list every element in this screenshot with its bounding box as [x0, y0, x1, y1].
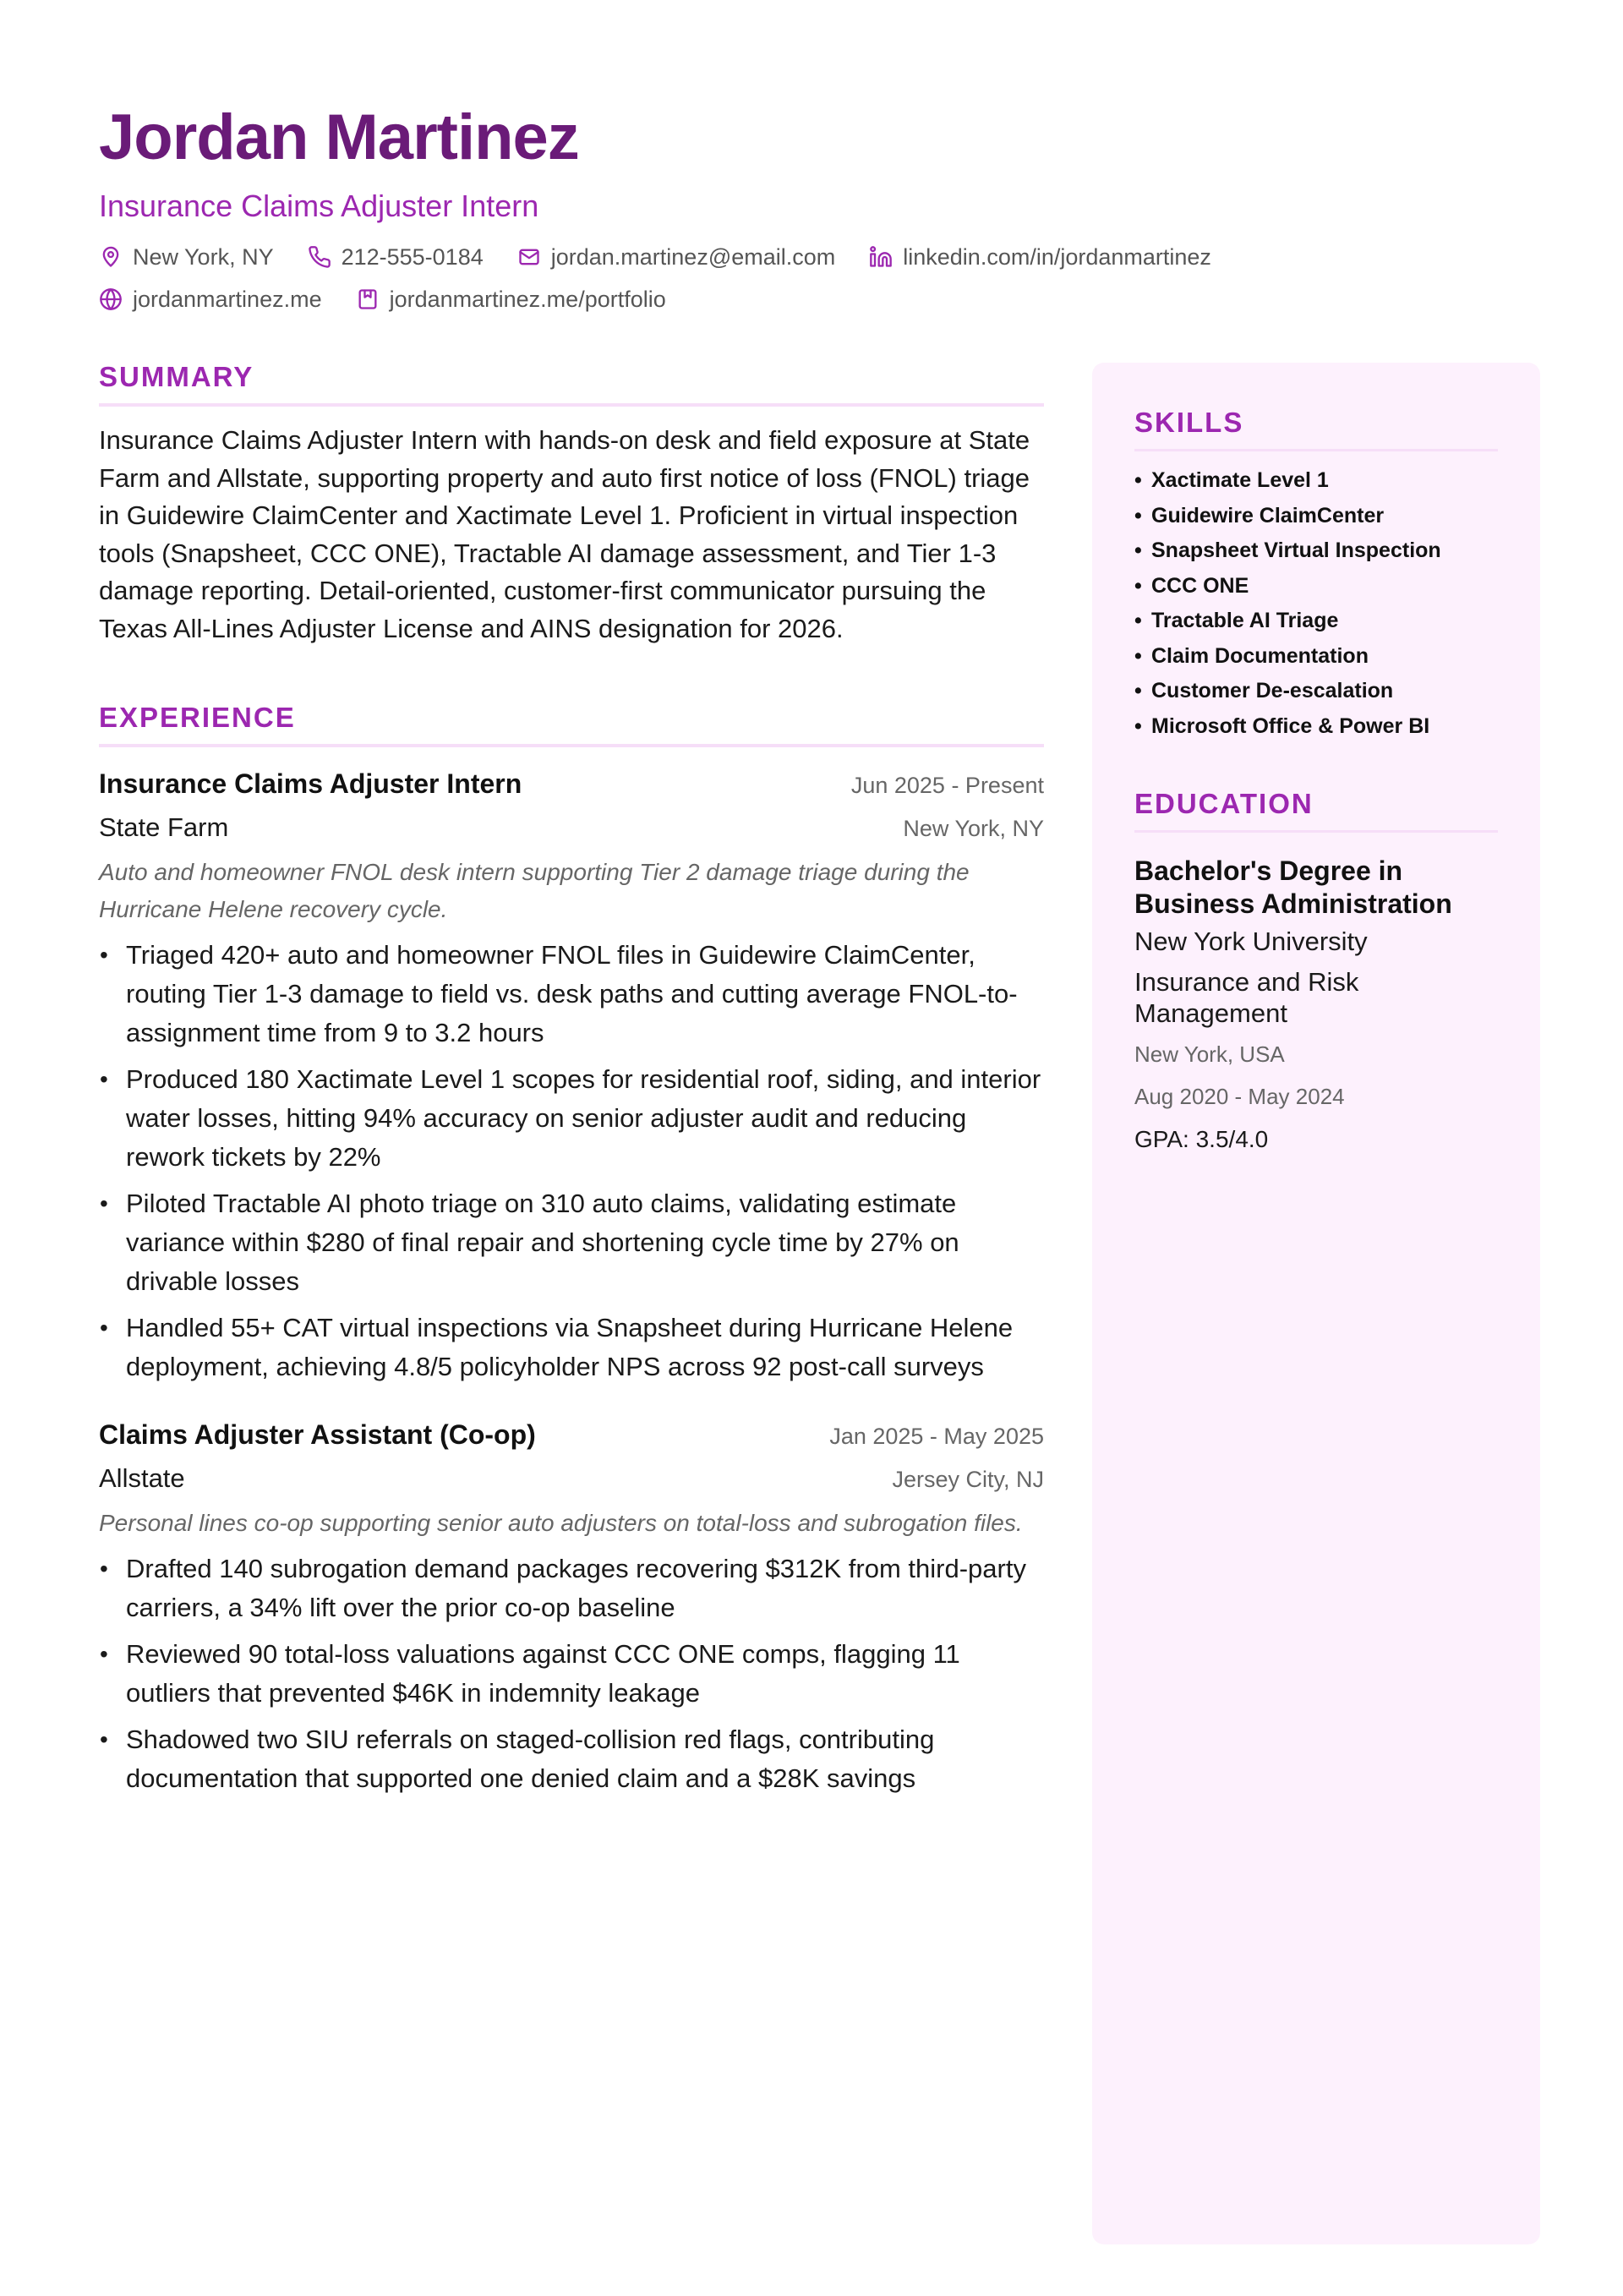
skills-heading: SKILLS — [1134, 405, 1498, 451]
contact-portfolio-text: jordanmartinez.me/portfolio — [389, 286, 666, 312]
contact-location-text: New York, NY — [133, 243, 274, 270]
globe-icon — [99, 287, 123, 311]
skill-label: Tractable AI Triage — [1151, 609, 1339, 632]
job-bullet: • Produced 180 Xactimate Level 1 scopes for residential roof, siding, and interior water losses, hitting 94% accuracy on senior adjuster audit and reducing rework tickets by 22% — [100, 1064, 1041, 1172]
skill-label: Xactimate Level 1 — [1151, 468, 1329, 492]
job-bullet: • Reviewed 90 total-loss valuations against CCC ONE comps, flagging 11 outliers that prevented $46K in indemnity leakage — [100, 1639, 960, 1708]
contact-phone[interactable] — [308, 244, 484, 271]
contact-website[interactable] — [99, 287, 322, 313]
job-subheader — [99, 1452, 1044, 1496]
contact-portfolio[interactable] — [356, 287, 666, 313]
skill-item: • Customer De-escalation — [1134, 679, 1394, 702]
sidebar — [1092, 363, 1540, 2244]
skill-label: Snapsheet Virtual Inspection — [1151, 538, 1441, 562]
job-company: State Farm — [99, 812, 229, 842]
skill-label: Customer De-escalation — [1151, 679, 1394, 702]
sidebar-content — [1134, 405, 1498, 1156]
summary-text: Insurance Claims Adjuster Intern with hands-on desk and field exposure at State Farm and Allstate, supporting property and auto first notice of loss (FNOL) triage in Guidewire ClaimCenter and Xactimate Level 1. Proficient in virtual inspection tools (Snapsheet, CCC ONE), Tractable AI damage assessment, and Tier 1-3 damage reporting. Detail-oriented, customer-first communicator pursuing the Texas All-Lines Adjuster License and AINS designation for 2026. — [99, 425, 1030, 643]
contact-email-text: jordan.martinez@email.com — [550, 243, 836, 270]
job-bullet: • Triaged 420+ auto and homeowner FNOL files in Guidewire ClaimCenter, routing Tier 1-3 damage to field vs. desk paths and cutting average FNOL-to-assignment time from 9 to 3.2 hours — [100, 940, 1018, 1047]
job-bullet-text: Triaged 420+ auto and homeowner FNOL files in Guidewire ClaimCenter, routing Tier 1-3 damage to field vs. desk paths and cutting average FNOL-to-assignment time from 9 to 3.2 hours — [126, 940, 1018, 1047]
education-dates: Aug 2020 - May 2024 — [1134, 1084, 1345, 1109]
education-gpa: GPA: 3.5/4.0 — [1134, 1126, 1269, 1152]
skill-item: • CCC ONE — [1134, 573, 1249, 598]
contact-linkedin-text: linkedin.com/in/jordanmartinez — [903, 243, 1211, 270]
education-school: New York University — [1134, 927, 1368, 956]
phone-icon — [308, 245, 331, 269]
job-subheader — [99, 801, 1044, 845]
job-location: Jersey City, NJ — [892, 1467, 1044, 1492]
job-bullet-text: Reviewed 90 total-loss valuations against CCC ONE comps, flagging 11 outliers that prevented $46K in indemnity leakage — [126, 1639, 960, 1708]
mail-icon — [517, 245, 541, 269]
contact-website-text: jordanmartinez.me — [133, 286, 322, 312]
skill-item: • Guidewire ClaimCenter — [1134, 503, 1385, 528]
education-location: New York, USA — [1134, 1041, 1285, 1067]
job-dates: Jan 2025 - May 2025 — [829, 1424, 1044, 1449]
candidate-role: Insurance Claims Adjuster Intern — [99, 189, 539, 223]
job-bullet-text: Piloted Tractable AI photo triage on 310 auto claims, validating estimate variance within $280 of final repair and shortening cycle time by 27% on drivable losses — [126, 1189, 959, 1296]
education-major: Insurance and Risk Management — [1134, 967, 1359, 1028]
map-pin-icon — [99, 245, 123, 269]
skill-item: • Claim Documentation — [1134, 643, 1369, 668]
job-header — [99, 766, 1044, 801]
job-company: Allstate — [99, 1463, 185, 1493]
linkedin-icon — [869, 245, 893, 269]
job-bullet: • Drafted 140 subrogation demand packages recovering $312K from third-party carriers, a 34% lift over the prior co-op baseline — [100, 1554, 1026, 1622]
job-bullet: • Piloted Tractable AI photo triage on 310 auto claims, validating estimate variance within $280 of final repair and shortening cycle time by 27% on drivable losses — [100, 1189, 959, 1296]
job-bullet: • Shadowed two SIU referrals on staged-collision red flags, contributing documentation that supported one denied claim and a $28K savings — [100, 1725, 935, 1793]
bookmark-icon — [356, 287, 380, 311]
job-bullets — [99, 936, 1044, 1386]
education-heading: EDUCATION — [1134, 786, 1498, 833]
skill-label: Guidewire ClaimCenter — [1151, 503, 1385, 528]
main-column — [99, 359, 1044, 1798]
contact-email[interactable] — [517, 244, 836, 271]
job-title: Insurance Claims Adjuster Intern — [99, 768, 522, 799]
skill-label: Claim Documentation — [1151, 643, 1369, 668]
job-description: Auto and homeowner FNOL desk intern supporting Tier 2 damage triage during the Hurricane Helene recovery cycle. — [99, 859, 970, 922]
job-entry — [99, 766, 1044, 1386]
job-bullets — [99, 1550, 1044, 1798]
job-location: New York, NY — [903, 816, 1044, 841]
job-bullet-text: Produced 180 Xactimate Level 1 scopes for residential roof, siding, and interior water losses, hitting 94% accuracy on senior adjuster audit and reducing rework tickets by 22% — [126, 1064, 1041, 1172]
job-bullet-text: Drafted 140 subrogation demand packages recovering $312K from third-party carriers, a 34% lift over the prior co-op baseline — [126, 1554, 1026, 1622]
job-header — [99, 1417, 1044, 1452]
skills-list — [1134, 463, 1498, 744]
job-bullet-text: Handled 55+ CAT virtual inspections via Snapsheet during Hurricane Helene deployment, achieving 4.8/5 policyholder NPS across 92 post-call surveys — [126, 1313, 1014, 1381]
experience-heading: EXPERIENCE — [99, 700, 1044, 747]
job-entry — [99, 1417, 1044, 1798]
job-dates: Jun 2025 - Present — [850, 773, 1044, 798]
skill-item: • Microsoft Office & Power BI — [1134, 713, 1430, 738]
candidate-name: Jordan Martinez — [99, 101, 579, 173]
job-title: Claims Adjuster Assistant (Co-op) — [99, 1419, 536, 1450]
skill-item: • Snapsheet Virtual Inspection — [1134, 538, 1441, 562]
resume-header — [99, 100, 1536, 314]
skill-item: • Xactimate Level 1 — [1134, 468, 1329, 492]
contact-row-2 — [99, 284, 1536, 314]
contact-location — [99, 244, 274, 271]
contact-phone-text: 212-555-0184 — [341, 243, 484, 270]
skill-label: CCC ONE — [1151, 573, 1249, 598]
skill-item: • Tractable AI Triage — [1134, 609, 1339, 632]
skill-label: Microsoft Office & Power BI — [1151, 713, 1430, 738]
contact-row-1 — [99, 242, 1536, 272]
job-description: Personal lines co-op supporting senior auto adjusters on total-loss and subrogation files. — [99, 1510, 1023, 1536]
education-degree: Bachelor's Degree in Business Administration — [1134, 856, 1452, 919]
job-bullet: • Handled 55+ CAT virtual inspections via Snapsheet during Hurricane Helene deployment, achieving 4.8/5 policyholder NPS across 92 post-call surveys — [100, 1313, 1014, 1381]
summary-heading: SUMMARY — [99, 359, 1044, 407]
job-bullet-text: Shadowed two SIU referrals on staged-collision red flags, contributing documentation that supported one denied claim and a $28K savings — [126, 1725, 935, 1793]
contact-linkedin[interactable] — [869, 244, 1211, 271]
